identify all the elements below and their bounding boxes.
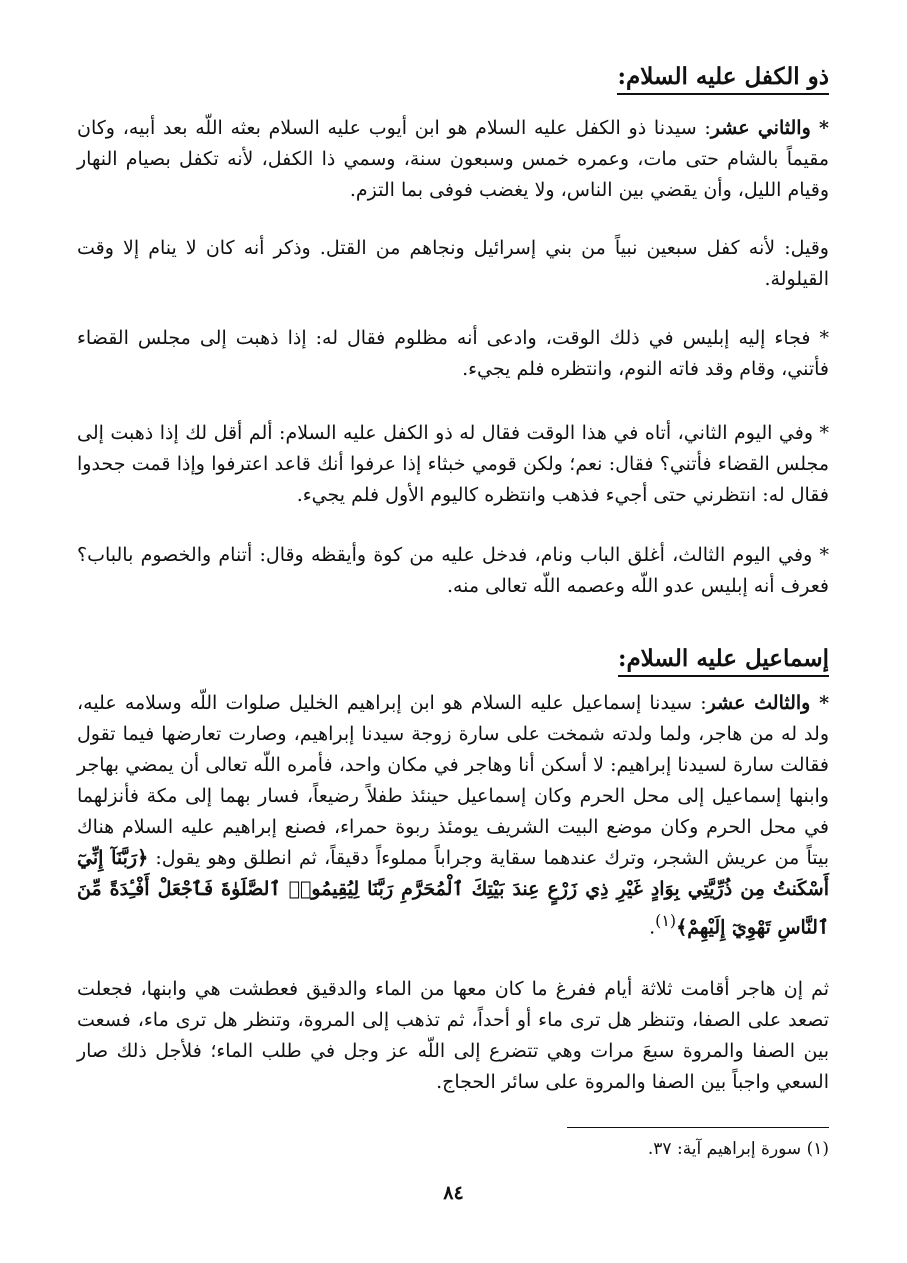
footnote: (١) سورة إبراهيم آية: ٣٧. [647, 1139, 829, 1159]
paragraph-iblis-day-two: * وفي اليوم الثاني، أتاه في هذا الوقت فقال له ذو الكفل عليه السلام: ألم أقل لك إذا ذهبت إلى مجلس القضاء فأتني؟ فقال: نعم؛ ولكن قومي خبثاء إذا عرفوا أنك قاعد اعترفوا وإذا قمت جحدوا فقال له: انتظرني حتى أجيء فذهب وانتظره كاليوم الأول فلم يجيء. [77, 422, 829, 506]
paragraph-dhul-kifl-intro [77, 113, 829, 206]
paragraph-dhul-kifl-reason: وقيل: لأنه كفل سبعين نبياً من بني إسرائيل ونجاهم من القتل. وذكر أنه كان لا ينام إلا وقت القيلولة. [77, 237, 829, 290]
paragraph-text: : سيدنا إسماعيل عليه السلام هو ابن إبراهيم الخليل صلوات اللّه وسلامه عليه، ولد له من هاجر، ولما ولدته شمخت على سارة زوجة سيدنا إبراهيم، وصارت تعارضها فيما تقول فقالت سارة لسيدنا إبراهيم: لا أسكن أنا وهاجر في مكان واحد، فأمره اللّه تعالى أن يمضي بهاجر وابنها إسماعيل إلى محل الحرم وكان إسماعيل حينئذ طفلاً رضيعاً، فسار بهما إلى مكة فأنزلهما في محل الحرم وكان موضع البيت الشريف يومئذ ربوة حمراء، فصنع إبراهيم عليه السلام هناك بيتاً من عريش الشجر، وترك عندهما سقاية وجراباً مملوءاً دقيقاً، ثم انطلق وهو يقول: [77, 692, 829, 869]
footnote-separator [567, 1127, 829, 1128]
paragraph-iblis-day-three: * وفي اليوم الثالث، أغلق الباب ونام، فدخل عليه من كوة وأيقظه وقال: أتنام والخصوم بالباب؟ فعرف أنه إبليس عدو اللّه وعصمه اللّه تعالى منه. [77, 544, 829, 597]
section-title-dhul-kifl: ذو الكفل عليه السلام: [617, 62, 829, 95]
page-number: ٨٤ [443, 1182, 464, 1204]
section-title-ismail: إسماعيل عليه السلام: [618, 644, 829, 677]
footnote-reference: (١) [655, 911, 677, 930]
paragraph-iblis-day-one: * فجاء إليه إبليس في ذلك الوقت، وادعى أنه مظلوم فقال له: إذا ذهبت إلى مجلس القضاء فأتني، وقام وقد فاته النوم، وانتظره فلم يجيء. [77, 327, 829, 380]
paragraph-lead: * والثالث عشر [706, 692, 830, 714]
paragraph-ismail-intro: * والثالث عشر: سيدنا إسماعيل عليه السلام هو ابن إبراهيم الخليل صلوات اللّه وسلامه عليه، ولد له من هاجر، ولما ولدته شمخت على سارة زوجة سيدنا إبراهيم، وصارت تعارضها فيما تقول فقالت سارة لسيدنا إبراهيم: لا أسكن أنا وهاجر في مكان واحد، فأمره اللّه تعالى أن يمضي بهاجر وابنها إسماعيل إلى محل الحرم وكان إسماعيل حينئذ طفلاً رضيعاً، فسار بهما إلى مكة فأنزلهما في محل الحرم وكان موضع البيت الشريف يومئذ ربوة حمراء، فصنع إبراهيم عليه السلام هناك بيتاً من عريش الشجر، وترك عندهما سقاية وجراباً مملوءاً دقيقاً، ثم انطلق وهو يقول: ﴿رَبَّنَآ إِنِّيٓ أَسْكَنتُ مِن ذُرِّيَّتِي بِوَادٍ غَيْرِ ذِي زَرْعٍ عِندَ بَيْتِكَ ٱلْمُحَرَّمِ رَبَّنَا لِيُقِيمُوا۟ ٱلصَّلَوٰةَ فَٱجْعَلْ أَفْـِٔدَةً مِّنَ ٱلنَّاسِ تَهْوِيٓ إِلَيْهِمْ﴾$^{(١)}$. [77, 692, 830, 939]
paragraph-lead: * والثاني عشر [710, 117, 829, 139]
paragraph-hajar-search: ثم إن هاجر أقامت ثلاثة أيام ففرغ ما كان معها من الماء والدقيق فعطشت هي وابنها، فجعلت تصعد على الصفا، وتنظر هل ترى ماء أو أحداً، ثم تذهب إلى المروة، وتنظر هل ترى ماء، فسعت بين الصفا والمروة سبعَ مرات وهي تتضرع إلى اللّه عز وجل في طلب الماء؛ فلأجل ذلك صار السعي واجباً بين الصفا والمروة على سائر الحجاج. [77, 978, 829, 1093]
quran-verse: ﴿رَبَّنَآ إِنِّيٓ أَسْكَنتُ مِن ذُرِّيَّتِي بِوَادٍ غَيْرِ ذِي زَرْعٍ عِندَ بَيْتِكَ ٱلْمُحَرَّمِ رَبَّنَا لِيُقِيمُوا۟ ٱلصَّلَوٰةَ فَٱجْعَلْ أَفْـِٔدَةً مِّنَ ٱلنَّاسِ تَهْوِيٓ إِلَيْهِمْ﴾ [77, 847, 829, 939]
paragraph-text: : سيدنا ذو الكفل عليه السلام هو ابن أيوب عليه السلام بعثه اللّه بعد أبيه، وكان مقيماً بالشام حتى مات، وعمره خمس وسبعون سنة، وسمي ذا الكفل، لأنه تكفل بصيام النهار وقيام الليل، وأن يقضي بين الناس، ولا يغضب فوفى بما التزم. [77, 117, 829, 201]
